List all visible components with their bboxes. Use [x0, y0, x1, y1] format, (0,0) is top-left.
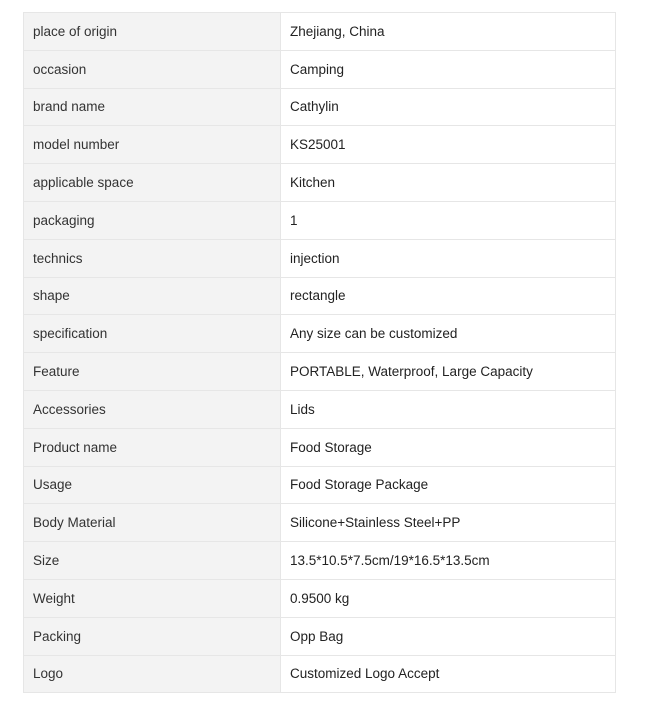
- spec-label: specification: [24, 315, 281, 353]
- spec-table-body: [24, 13, 616, 693]
- spec-row: [24, 126, 616, 164]
- spec-value: Customized Logo Accept: [281, 655, 616, 693]
- spec-label: occasion: [24, 50, 281, 88]
- spec-row: [24, 13, 616, 51]
- spec-row: [24, 542, 616, 580]
- spec-value: Silicone+Stainless Steel+PP: [281, 504, 616, 542]
- spec-label: Product name: [24, 428, 281, 466]
- spec-value: 0.9500 kg: [281, 579, 616, 617]
- spec-row: [24, 504, 616, 542]
- spec-row: [24, 655, 616, 693]
- spec-value: Lids: [281, 390, 616, 428]
- spec-row: [24, 277, 616, 315]
- spec-row: [24, 50, 616, 88]
- spec-row: [24, 466, 616, 504]
- spec-label: Accessories: [24, 390, 281, 428]
- spec-row: [24, 315, 616, 353]
- spec-row: [24, 353, 616, 391]
- spec-row: [24, 88, 616, 126]
- spec-value: Any size can be customized: [281, 315, 616, 353]
- spec-label: technics: [24, 239, 281, 277]
- spec-label: model number: [24, 126, 281, 164]
- spec-label: Logo: [24, 655, 281, 693]
- spec-label: Feature: [24, 353, 281, 391]
- spec-label: packaging: [24, 201, 281, 239]
- spec-value: PORTABLE, Waterproof, Large Capacity: [281, 353, 616, 391]
- spec-label: brand name: [24, 88, 281, 126]
- spec-row: [24, 239, 616, 277]
- spec-value: Opp Bag: [281, 617, 616, 655]
- spec-label: Size: [24, 542, 281, 580]
- spec-value: Food Storage: [281, 428, 616, 466]
- spec-row: [24, 579, 616, 617]
- spec-label: Body Material: [24, 504, 281, 542]
- spec-value: Camping: [281, 50, 616, 88]
- spec-label: place of origin: [24, 13, 281, 51]
- spec-value: 1: [281, 201, 616, 239]
- spec-value: Cathylin: [281, 88, 616, 126]
- spec-row: [24, 428, 616, 466]
- spec-row: [24, 164, 616, 202]
- product-spec-table: [23, 12, 616, 693]
- spec-value: 13.5*10.5*7.5cm/19*16.5*13.5cm: [281, 542, 616, 580]
- spec-value: rectangle: [281, 277, 616, 315]
- spec-row: [24, 201, 616, 239]
- spec-value: KS25001: [281, 126, 616, 164]
- spec-label: applicable space: [24, 164, 281, 202]
- spec-value: Zhejiang, China: [281, 13, 616, 51]
- spec-value: injection: [281, 239, 616, 277]
- spec-value: Kitchen: [281, 164, 616, 202]
- spec-label: Usage: [24, 466, 281, 504]
- spec-label: Packing: [24, 617, 281, 655]
- spec-label: shape: [24, 277, 281, 315]
- spec-row: [24, 390, 616, 428]
- spec-label: Weight: [24, 579, 281, 617]
- spec-row: [24, 617, 616, 655]
- spec-value: Food Storage Package: [281, 466, 616, 504]
